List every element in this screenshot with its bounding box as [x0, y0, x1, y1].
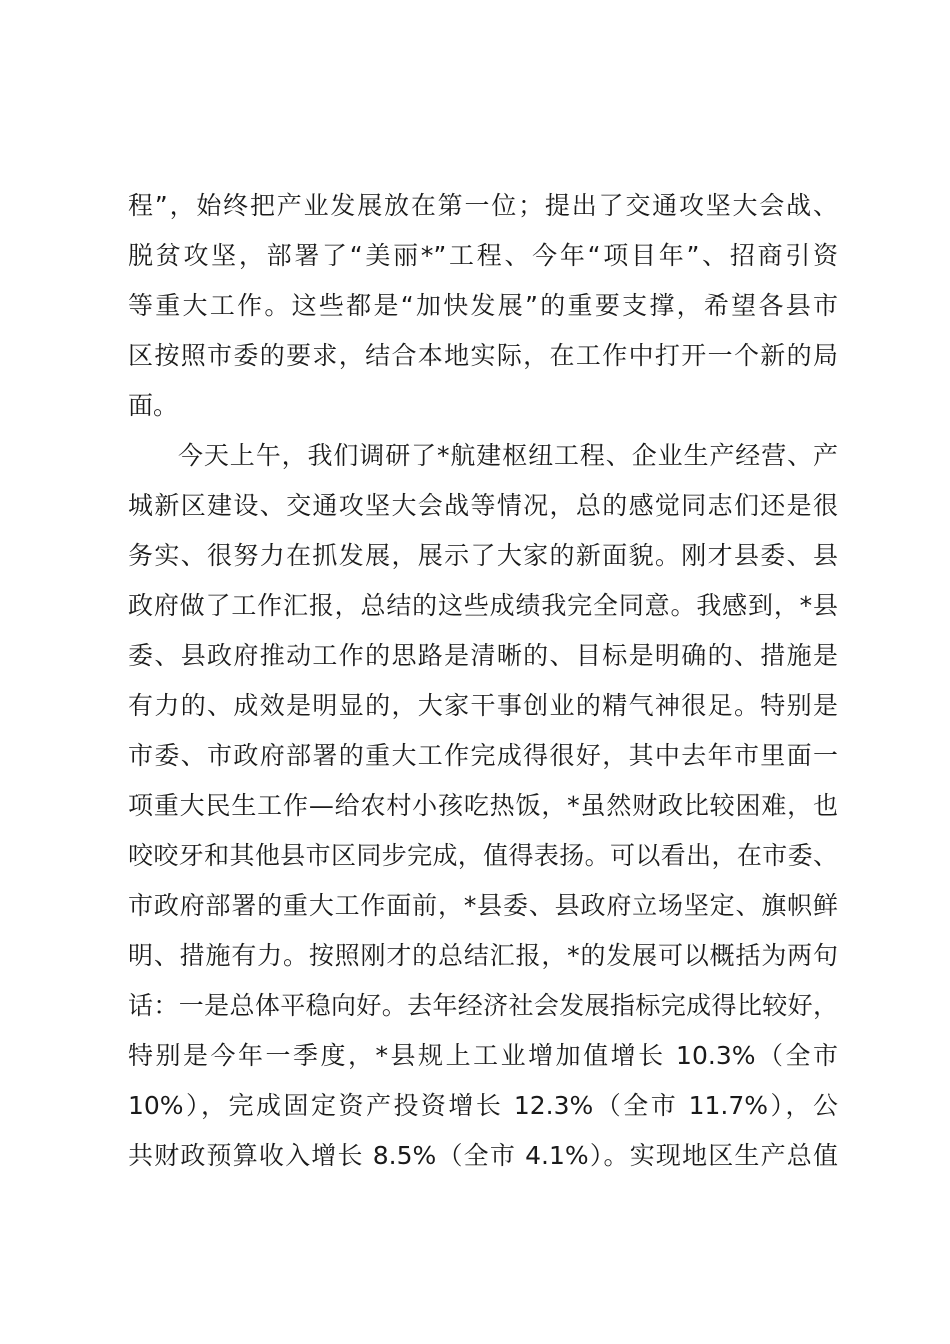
text-line: 城新区建设、交通攻坚大会战等情况，总的感觉同志们还是很: [128, 491, 838, 520]
paragraph-1: [128, 181, 838, 431]
text-line: 等重大工作。这些都是“加快发展”的重要支撑，希望各县市: [128, 291, 838, 320]
text-line: 程”，始终把产业发展放在第一位；提出了交通攻坚大会战、: [128, 191, 838, 220]
text-line: 咬咬牙和其他县市区同步完成，值得表扬。可以看出，在市委、: [128, 841, 838, 870]
text-line: 市政府部署的重大工作面前，*县委、县政府立场坚定、旗帜鲜: [128, 891, 838, 920]
document-body: [128, 181, 838, 1181]
text-line: 务实、很努力在抓发展，展示了大家的新面貌。刚才县委、县: [128, 541, 838, 570]
text-line: 共财政预算收入增长 8.5%（全市 4.1%）。实现地区生产总值: [128, 1141, 838, 1170]
text-line: 市委、市政府部署的重大工作完成得很好，其中去年市里面一: [128, 741, 838, 770]
text-line: 政府做了工作汇报，总结的这些成绩我完全同意。我感到，*县: [128, 591, 838, 620]
text-line: 项重大民生工作—给农村小孩吃热饭，*虽然财政比较困难，也: [128, 791, 838, 820]
text-line: 有力的、成效是明显的，大家干事创业的精气神很足。特别是: [128, 691, 838, 720]
text-line: 话：一是总体平稳向好。去年经济社会发展指标完成得比较好，: [128, 991, 838, 1020]
text-line: 明、措施有力。按照刚才的总结汇报，*的发展可以概括为两句: [128, 941, 838, 970]
text-line: 面。: [128, 391, 179, 420]
text-line: 今天上午，我们调研了*航建枢纽工程、企业生产经营、产: [178, 441, 838, 470]
text-line: 10%），完成固定资产投资增长 12.3%（全市 11.7%），公: [128, 1091, 838, 1120]
text-line: 委、县政府推动工作的思路是清晰的、目标是明确的、措施是: [128, 641, 838, 670]
paragraph-2: [128, 431, 838, 1181]
text-line: 区按照市委的要求，结合本地实际，在工作中打开一个新的局: [128, 341, 838, 370]
text-line: 脱贫攻坚，部署了“美丽*”工程、今年“项目年”、招商引资: [128, 241, 838, 270]
text-line: 特别是今年一季度，*县规上工业增加值增长 10.3%（全市: [128, 1041, 838, 1070]
